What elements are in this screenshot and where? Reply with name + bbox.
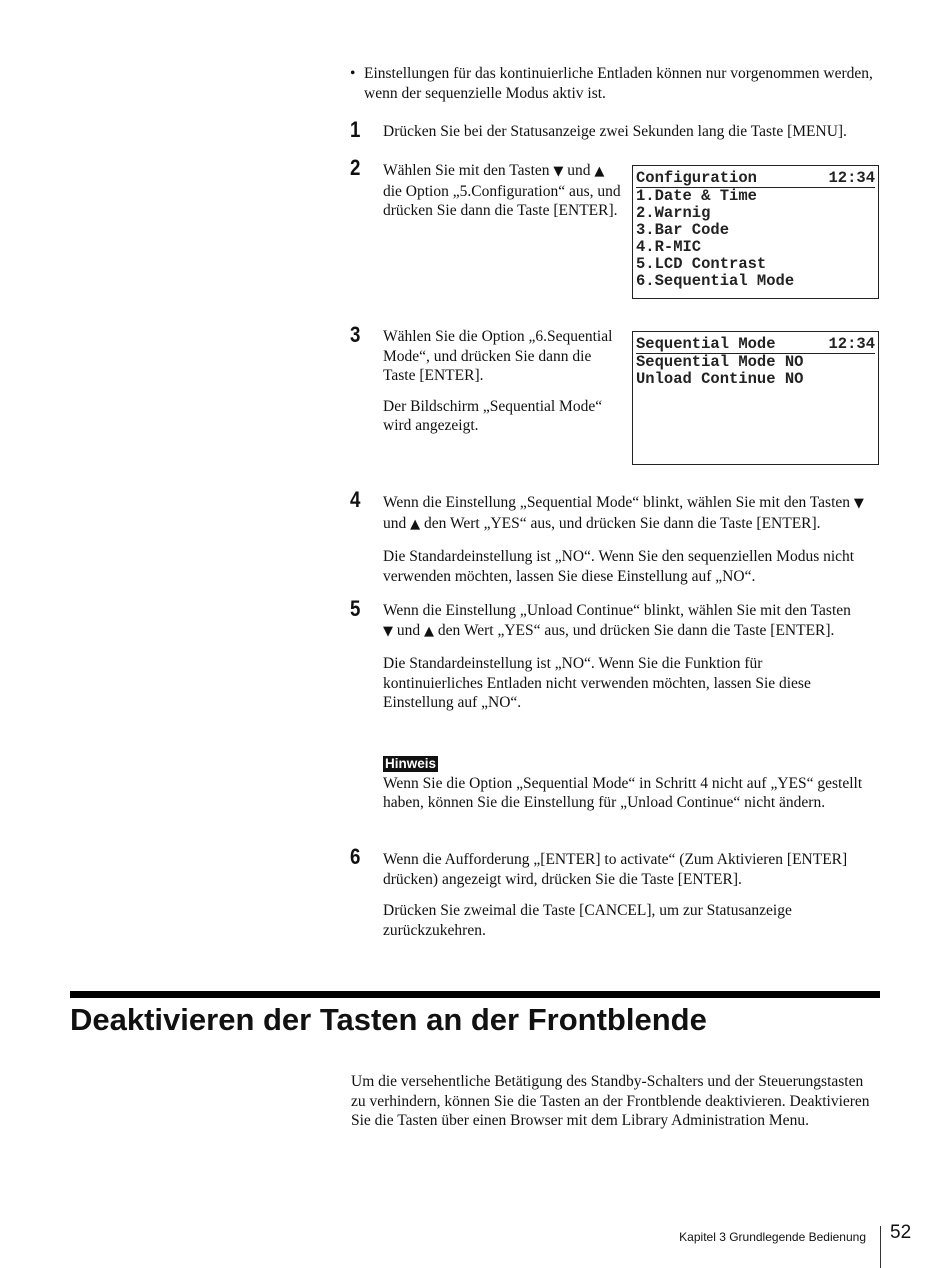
footer-chapter: Kapitel 3 Grundlegende Bedienung: [679, 1230, 866, 1244]
step-4-text-a: Wenn die Einstellung „Sequential Mode“ blinkt, wählen Sie mit den Tasten: [383, 494, 851, 511]
step-6-instruction: Wenn die Aufforderung „[ENTER] to activate“ (Zum Aktivieren [ENTER] drücken) angezeigt wird, drücken Sie die Taste [ENTER].: [383, 851, 848, 888]
step-5-text: [383, 601, 863, 713]
step-2-instruction: [383, 161, 623, 221]
step-5-text-b: den Wert „YES“ aus, und drücken Sie dann die Taste [ENTER].: [437, 621, 835, 639]
step-6-text: [383, 850, 883, 940]
lcd-config-title: Configuration: [636, 169, 757, 187]
lcd-config-item: 3.Bar Code: [636, 221, 730, 239]
step-3-instruction: Wählen Sie die Option „6.Sequential Mode“, und drücken Sie dann die Taste [ENTER].: [383, 328, 613, 384]
lcd-config-title-row: [636, 170, 875, 188]
lcd-seq-item: Unload Continue NO: [636, 370, 804, 388]
step-4-and: und: [383, 514, 407, 532]
step-number-3: 3: [350, 322, 361, 347]
step-5-default-note: Die Standardeinstellung ist „NO“. Wenn Sie die Funktion für kontinuierliches Entladen nicht verwenden möchten, lassen Sie diese Einstellung auf „NO“.: [383, 655, 811, 711]
section-body: Um die versehentliche Betätigung des Standby-Schalters und der Steuerungstasten zu verhindern, können Sie die Tasten an der Frontblende deaktivieren. Deaktivieren Sie die Tasten über einen Browser mit dem Library Administration Menu.: [351, 1073, 870, 1129]
step-5-instruction: [383, 601, 863, 641]
step-number-6: 6: [350, 844, 361, 869]
arrow-down-icon: ▼: [553, 164, 564, 179]
lcd-seq-time: 12:34: [828, 335, 875, 353]
lcd-config-item: 6.Sequential Mode: [636, 272, 795, 290]
step-1-instruction: Drücken Sie bei der Statusanzeige zwei Sekunden lang die Taste [MENU].: [383, 123, 847, 140]
step-number-2: 2: [350, 155, 361, 180]
step-1-text: [383, 122, 893, 142]
bullet-note: [350, 64, 890, 103]
note-box: [383, 754, 878, 813]
step-3-text: [383, 327, 623, 436]
note-text: Wenn Sie die Option „Sequential Mode“ in Schritt 4 nicht auf „YES“ gestellt haben, können Sie die Einstellung für „Unload Continue“ nicht ändern.: [383, 774, 863, 811]
step-number-5: 5: [350, 596, 361, 621]
page-number: 52: [890, 1222, 912, 1243]
lcd-seq-title-row: [636, 336, 875, 354]
arrow-down-icon: ▼: [853, 496, 864, 511]
footer-divider: [880, 1226, 881, 1268]
step-5-and: und: [396, 621, 421, 639]
step-number-1: 1: [350, 117, 361, 142]
step-2-text: [383, 161, 623, 221]
step-2-and: und: [567, 162, 591, 179]
section-title: Deaktivieren der Tasten an der Frontblende: [70, 1002, 707, 1037]
lcd-seq-title: Sequential Mode: [636, 335, 776, 353]
lcd-config-time: 12:34: [828, 169, 875, 187]
bullet-text: Einstellungen für das kontinuierliche Entladen können nur vorgenommen werden, wenn der sequenzielle Modus aktiv ist.: [364, 65, 873, 102]
step-4-text-b: den Wert „YES“ aus, und drücken Sie dann die Taste [ENTER].: [424, 514, 821, 532]
bullet-marker: •: [350, 65, 356, 82]
arrow-up-icon: ▲: [424, 623, 434, 639]
step-4-default-note: Die Standardeinstellung ist „NO“. Wenn Sie den sequenziellen Modus nicht verwenden möchten, lassen Sie diese Einstellung auf „NO“.: [383, 548, 855, 585]
arrow-up-icon: ▲: [594, 164, 605, 179]
step-4-instruction: [383, 493, 883, 534]
lcd-config-item: 1.Date & Time: [636, 187, 757, 205]
step-2-text-b: die Option „5.Configuration“ aus, und drücken Sie dann die Taste [ENTER].: [383, 182, 621, 219]
arrow-up-icon: ▲: [410, 516, 421, 532]
step-5-text-a: Wenn die Einstellung „Unload Continue“ blinkt, wählen Sie mit den Tasten: [383, 602, 851, 619]
note-label: Hinweis: [385, 756, 437, 771]
lcd-config-item: 5.LCD Contrast: [636, 255, 767, 273]
step-3-result: Der Bildschirm „Sequential Mode“ wird angezeigt.: [383, 397, 603, 434]
step-6-cancel-note: Drücken Sie zweimal die Taste [CANCEL], um zur Statusanzeige zurückzukehren.: [383, 902, 792, 939]
lcd-config-item: 2.Warnig: [636, 204, 711, 222]
lcd-config-item: 4.R-MIC: [636, 238, 702, 256]
section-divider: [70, 991, 880, 998]
lcd-seq-item: Sequential Mode NO: [636, 353, 804, 371]
arrow-down-icon: ▼: [383, 623, 393, 639]
lcd-sequential-screen: [632, 331, 879, 465]
step-4-text: [383, 493, 883, 586]
step-number-4: 4: [350, 487, 361, 512]
step-2-text-a: Wählen Sie mit den Tasten: [383, 162, 550, 179]
lcd-configuration-screen: [632, 165, 879, 299]
